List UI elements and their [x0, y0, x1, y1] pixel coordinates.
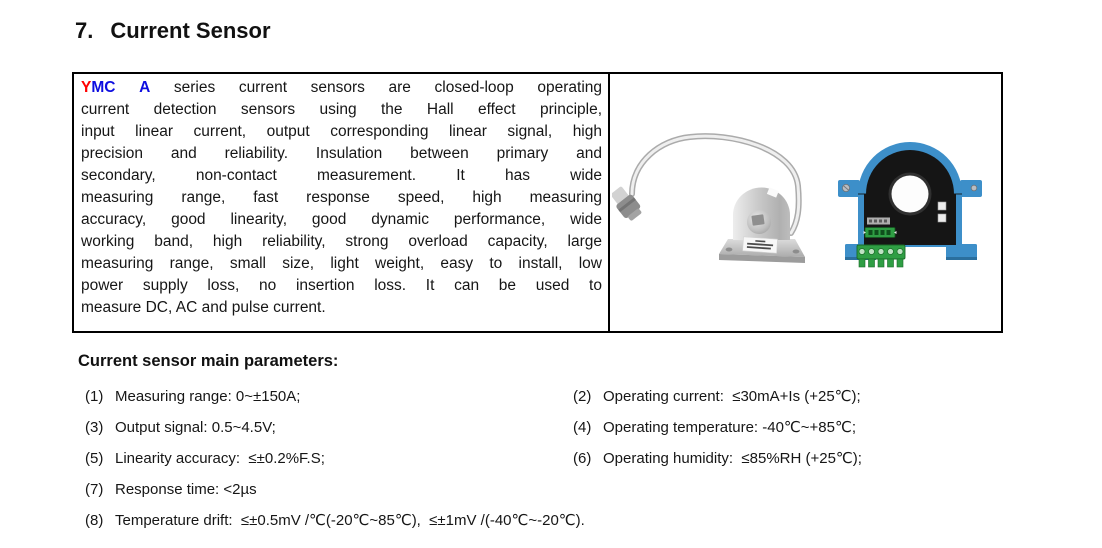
description-line: working band, high reliability, strong overload capacity, large	[81, 233, 602, 250]
description-line: precision and reliability. Insulation between primary and	[81, 145, 602, 162]
description-line: measuring range, fast response speed, high measuring	[81, 189, 602, 206]
brand-letter-red: Y	[81, 79, 92, 96]
description-line	[81, 77, 602, 99]
parameter-number: (6)	[573, 450, 592, 467]
cylindrical-hall-sensor-with-cable-photo	[612, 110, 812, 310]
parameters-heading: Current sensor main parameters:	[78, 352, 339, 370]
face-label	[867, 218, 890, 225]
parameter-number: (4)	[573, 419, 592, 436]
parameter-item	[85, 388, 573, 406]
brand-letters-blue: MC	[91, 79, 116, 96]
brand-model-letter: A	[139, 79, 151, 96]
parameter-text: Temperature drift: ≤±0.5mV /℃(-20℃~85℃), ≤±1mV /(-40℃~-20℃).	[115, 512, 585, 529]
parameter-item	[85, 419, 573, 437]
cable-connector	[612, 184, 644, 223]
description-lines	[81, 99, 602, 319]
parameter-text: Output signal: 0.5~4.5V;	[115, 419, 276, 436]
sensor-body	[733, 187, 790, 240]
description-line: secondary, non-contact measurement. It has wide	[81, 167, 602, 184]
terminal-block	[857, 245, 905, 267]
description-line: measure DC, AC and pulse current.	[81, 299, 326, 316]
description-line: current detection sensors using the Hall effect principle,	[81, 101, 602, 118]
parameter-text: Linearity accuracy: ≤±0.2%F.S;	[115, 450, 325, 467]
description-line: power supply loss, no insertion loss. It can be used to	[81, 277, 602, 294]
parameter-text: Operating humidity: ≤85%RH (+25℃);	[603, 450, 862, 467]
parameter-item	[85, 512, 1045, 530]
parameter-item	[573, 388, 1045, 406]
product-images-cell	[610, 74, 1001, 331]
parameter-item	[573, 450, 1045, 468]
parameter-text: Measuring range: 0~±150A;	[115, 388, 301, 405]
parameters-grid	[85, 388, 1045, 530]
parameter-number: (2)	[573, 388, 592, 405]
section-title	[75, 18, 271, 44]
parameter-number: (3)	[85, 419, 104, 436]
split-core-blue-hall-sensor-photo	[837, 138, 983, 303]
through-hole	[892, 176, 929, 213]
parameter-item	[85, 450, 573, 468]
parameter-number: (5)	[85, 450, 104, 467]
parameter-number: (1)	[85, 388, 104, 405]
face-connector	[864, 228, 897, 238]
product-label	[743, 237, 778, 253]
parameter-text: Operating temperature: -40℃~+85℃;	[603, 419, 856, 436]
description-line: measuring range, small size, light weight, easy to install, low	[81, 255, 602, 272]
parameter-item	[85, 481, 573, 499]
description-line: input linear current, output corresponding linear signal, high	[81, 123, 602, 140]
parameter-number: (7)	[85, 481, 104, 498]
section-title-text: Current Sensor	[110, 18, 271, 43]
product-description-cell	[74, 74, 610, 331]
parameter-text: Operating current: ≤30mA+Is (+25℃);	[603, 388, 861, 405]
parameter-text: Response time: <2µs	[115, 481, 257, 498]
section-number: 7.	[75, 18, 94, 43]
description-line-1-text: series current sensors are closed-loop operating	[173, 79, 603, 96]
parameter-item	[573, 419, 1045, 437]
product-info-table	[72, 72, 1003, 333]
description-line: accuracy, good linearity, good dynamic performance, wide	[81, 211, 602, 228]
parameter-number: (8)	[85, 512, 104, 529]
